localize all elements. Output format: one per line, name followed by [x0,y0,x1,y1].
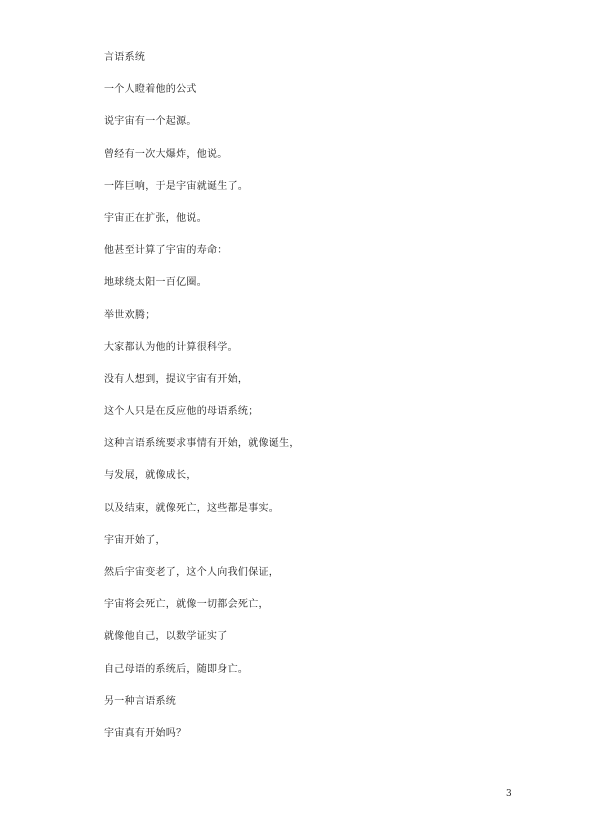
poem-line: 曾经有一次大爆炸，他说。 [104,148,228,160]
page-number: 3 [506,789,512,799]
poem-line: 宇宙真有开始吗？ [104,727,187,739]
poem-line: 这个人只是在反应他的母语系统； [104,406,259,418]
poem-line: 大家都认为他的计算很科学。 [104,341,238,353]
poem-line: 言语系统 [104,52,146,63]
poem-line: 这种言语系统要求事情有开始，就像诞生， [104,438,300,450]
poem-line: 一阵巨响，于是宇宙就诞生了。 [104,180,249,192]
poem-line: 说宇宙有一个起源。 [104,116,197,128]
poem-line: 就像他自己，以数学证实了 [104,631,228,643]
poem-line: 另一种言语系统 [104,695,177,707]
poem-line: 然后宇宙变老了，这个人向我们保证， [104,567,280,578]
poem-line: 自己母语的系统后，随即身亡。 [104,663,249,675]
poem-lines [104,51,300,759]
poem-line: 举世欢腾； [104,309,156,321]
poem-line: 没有人想到，提议宇宙有开始， [104,373,249,385]
poem-line: 他甚至计算了宇宙的寿命： [104,245,228,257]
poem-line: 一个人瞪着他的公式 [104,84,197,96]
poem-line: 以及结束，就像死亡，这些都是事实。 [104,502,280,514]
poem-line: 宇宙正在扩张，他说。 [104,212,207,224]
poem-line: 地球绕太阳一百亿圈。 [104,277,207,289]
poem-line: 宇宙开始了， [104,534,166,546]
poem-line: 与发展，就像成长， [104,470,197,482]
poem-line: 宇宙将会死亡，就像一切都会死亡， [104,599,269,611]
